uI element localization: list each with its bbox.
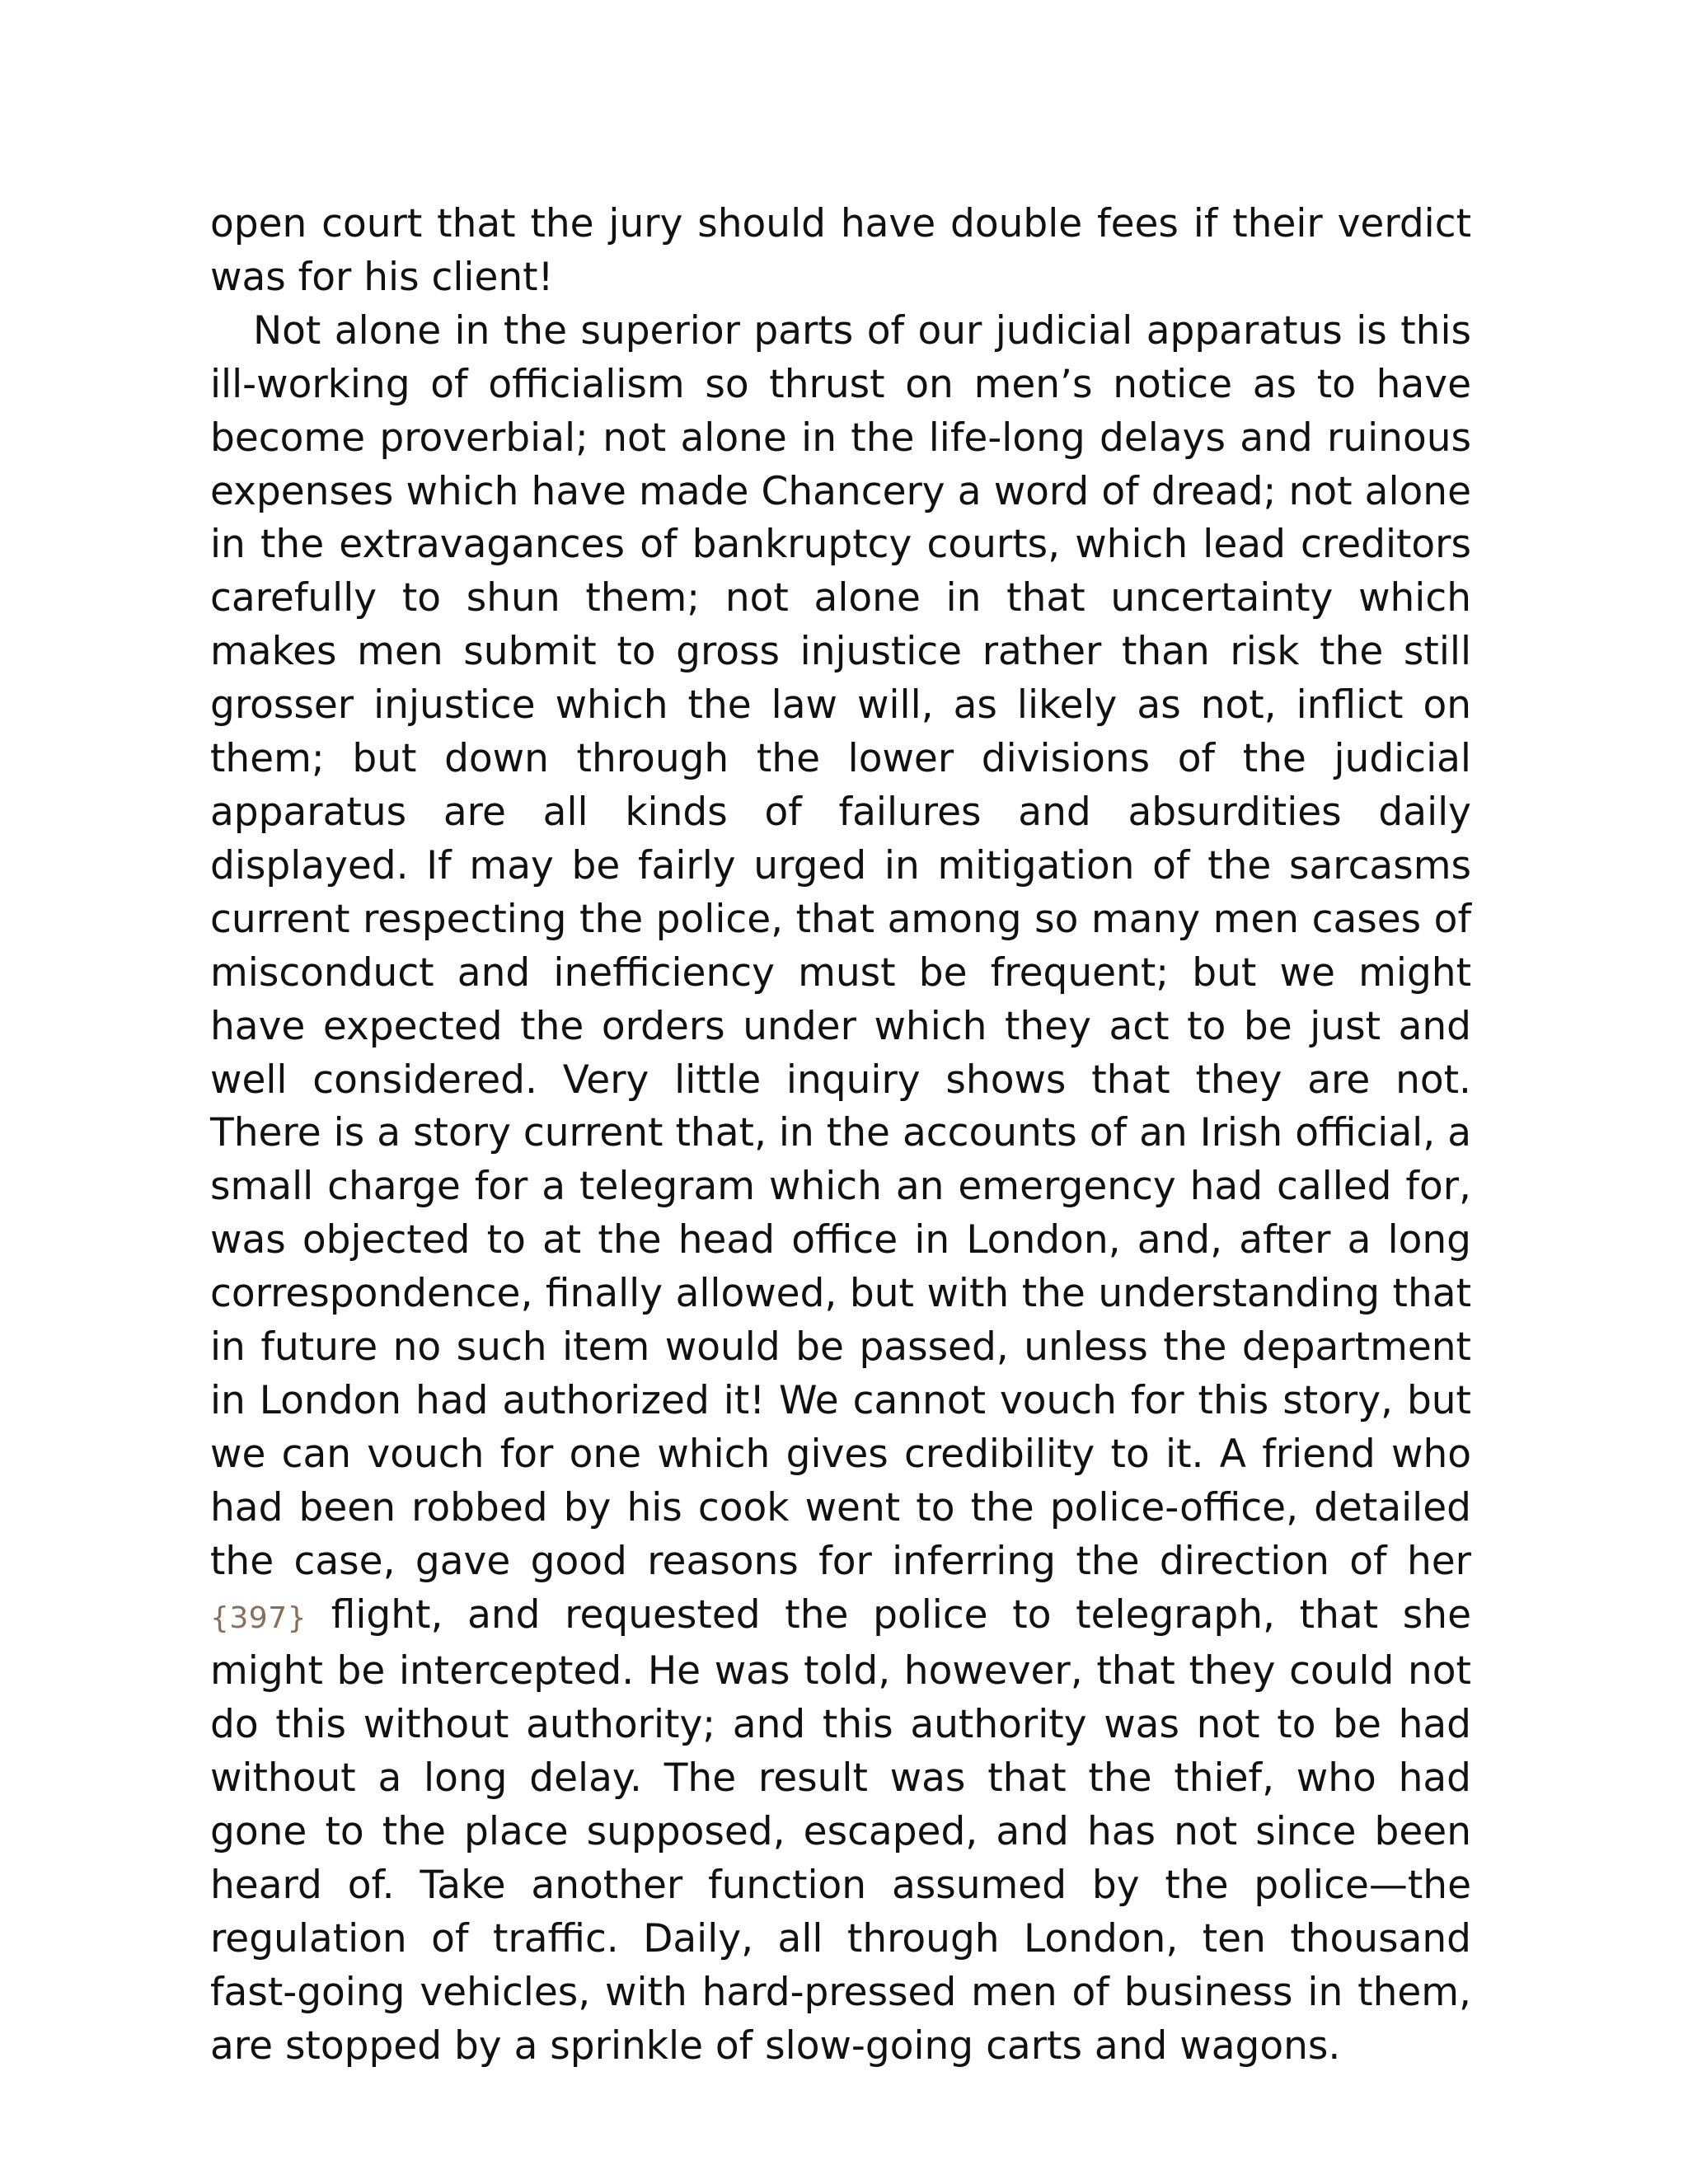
paragraph-main [210, 305, 1471, 2074]
paragraph-text-after-page-ref: flight, and requested the police to telegraph, that she might be intercepted. He was told, however, that they could not do this without authority; and this authority was not to be had without a long delay. The result was that the thief, who had gone to the place supposed, escaped, and has not since been heard of. Take another function assumed by the police—the regulation of traffic. Daily, all through London, ten thousand fast-going vehicles, with hard-pressed men of business in them, are stopped by a sprinkle of slow-going carts and wagons. [210, 1591, 1471, 2069]
paragraph-text-before-page-ref: Not alone in the superior parts of our judicial apparatus is this ill-working of officialism so thrust on men’s notice as to have become proverbial; not alone in the life-long delays and ruinous expenses which have made Chancery a word of dread; not alone in the extravagances of bankruptcy courts, which lead creditors carefully to shun them; not alone in that uncertainty which makes men submit to gross injustice rather than risk the still grosser injustice which the law will, as likely as not, inflict on them; but down through the lower divisions of the judicial apparatus are all kinds of failures and absurdities daily displayed. If may be fairly urged in mitigation of the sarcasms current respecting the police, that among so many men cases of misconduct and inefficiency must be frequent; but we might have expected the orders under which they act to be just and well considered. Very little inquiry shows that they are not. There is a story current that, in the accounts of an Irish official, a small charge for a telegram which an emergency had called for, was objected to at the head office in London, and, after a long correspondence, finally allowed, but with the understanding that in future no such item would be passed, unless the department in London had authorized it! We cannot vouch for this story, but we can vouch for one which gives credibility to it. A friend who had been robbed by his cook went to the police-office, detailed the case, gave good reasons for inferring the direction of her [210, 307, 1471, 1584]
document-page [210, 198, 1471, 2074]
paragraph-continuation: open court that the jury should have double fees if their verdict was for his client! [210, 201, 1471, 300]
page-reference-marker[interactable]: {397} [210, 1601, 307, 1635]
